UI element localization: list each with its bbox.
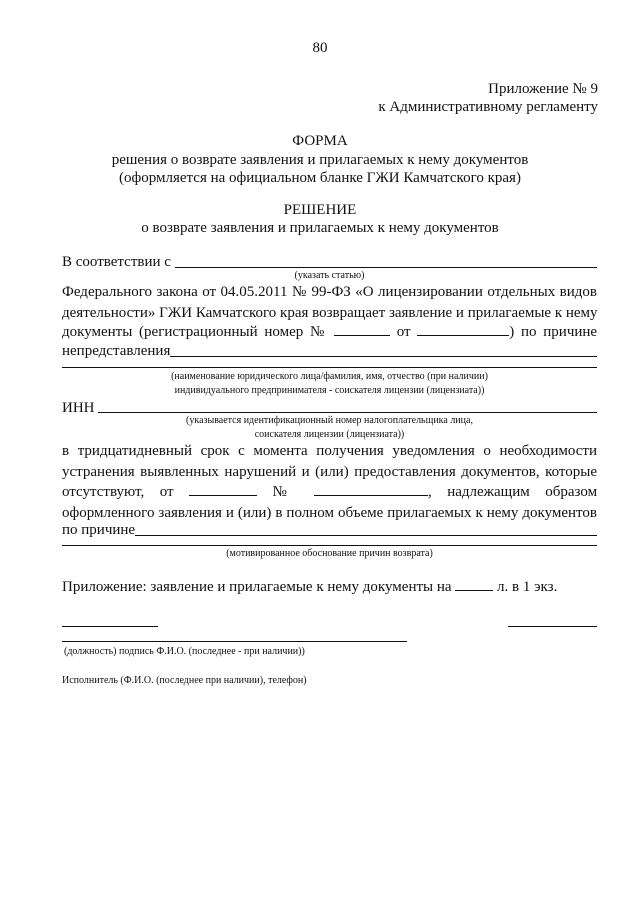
decision-title: РЕШЕНИЕ [283, 202, 357, 218]
reason-field[interactable] [135, 535, 597, 536]
appendix-number: Приложение № 9 [488, 81, 598, 97]
signature-line[interactable] [62, 641, 407, 642]
form-subtitle: решения о возврате заявления и прилагаемых к нему документов [111, 152, 529, 168]
form-title: ФОРМА [292, 133, 348, 149]
registration-line: документы (регистрационный номер № от ) по причине [62, 321, 597, 343]
notice-number-field[interactable] [314, 481, 428, 496]
inn-caption-1: (указывается идентификационный номер налогоплательщика лица, [186, 415, 473, 426]
notice-date-field[interactable] [189, 481, 257, 496]
entity-caption-1: (наименование юридического лица/фамилия, имя, отчество (при наличии) [171, 371, 488, 382]
registration-date-field[interactable] [417, 321, 509, 336]
reason-caption: (мотивированное обоснование причин возврата) [226, 548, 433, 559]
registration-number-field[interactable] [334, 321, 390, 336]
reason-field-2[interactable] [62, 545, 597, 546]
article-field[interactable] [175, 267, 597, 268]
accordance-label: В соответствии с [62, 254, 171, 270]
term-line-4: оформленного заявления и (или) в полном объеме прилагаемых к нему документов [62, 505, 597, 521]
form-note: (оформляется на официальном бланке ГЖИ Камчатского края) [119, 170, 521, 186]
inn-field[interactable] [98, 412, 597, 413]
inn-caption-2: соискателя лицензии (лицензиата)) [254, 429, 405, 440]
appendix-regulation: к Административному регламенту [378, 99, 598, 115]
entity-caption-2: индивидуального предпринимателя - соискателя лицензии (лицензиата)) [174, 385, 485, 396]
absent-line: отсутствуют, от № , надлежащим образом [62, 481, 597, 503]
reason-label: по причине [62, 522, 136, 538]
inn-label: ИНН [62, 400, 95, 416]
nonsubmission-label: непредставления [62, 343, 171, 359]
attachment-line: Приложение: заявление и прилагаемые к нему документы на л. в 1 экз. [62, 576, 557, 598]
term-line-1: в тридцатидневный срок с момента получения уведомления о необходимости [62, 443, 597, 459]
law-line-1: Федерального закона от 04.05.2011 № 99-ФЗ «О лицензировании отдельных видов [62, 284, 597, 300]
page-number: 80 [312, 40, 328, 56]
entity-field[interactable] [62, 367, 597, 368]
signature-caption: (должность) подпись Ф.И.О. (последнее - при наличии)) [64, 646, 305, 657]
law-line-2: деятельности» ГЖИ Камчатского края возвращает заявление и прилагаемые к нему [62, 305, 598, 321]
term-line-2: устранения выявленных нарушений и (или) предоставления документов, которые [62, 464, 597, 480]
position-signature-line[interactable] [62, 626, 158, 627]
attachment-pages-field[interactable] [455, 576, 493, 591]
date-signature-line[interactable] [508, 626, 597, 627]
decision-subtitle: о возврате заявления и прилагаемых к нему документов [141, 220, 499, 236]
nonsubmission-field[interactable] [170, 356, 597, 357]
article-caption: (указать статью) [294, 270, 365, 281]
executor-caption: Исполнитель (Ф.И.О. (последнее при наличии), телефон) [62, 675, 307, 686]
